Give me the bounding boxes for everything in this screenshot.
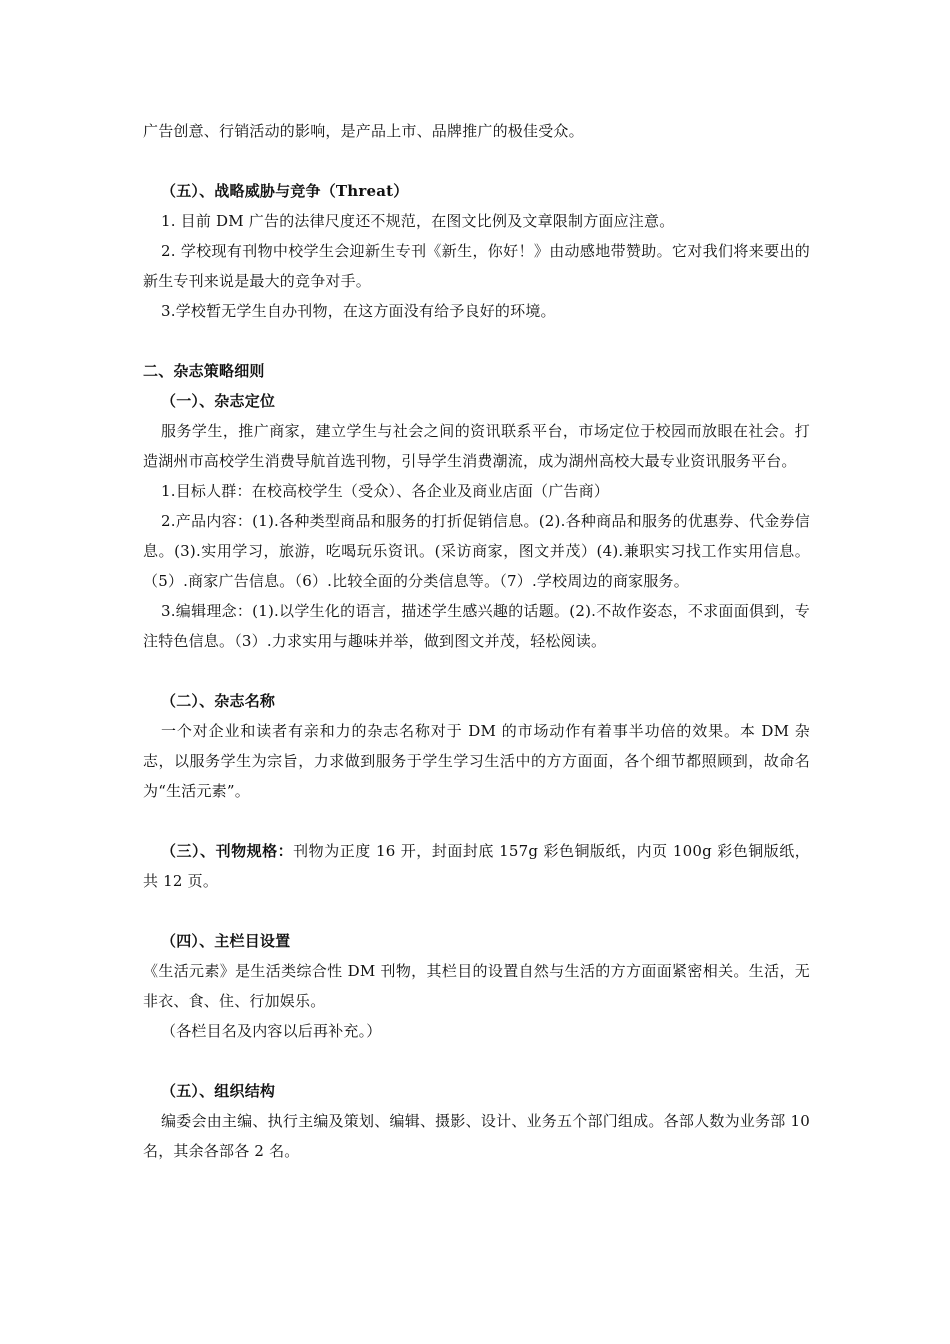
spec-text: 刊物为正度 16 开，封面封底 157g 彩色铜版纸，内页 100g 彩色铜版纸，共 12 页。 (143, 842, 810, 890)
columns-heading: （四）、主栏目设置 (161, 932, 291, 950)
spec-paragraph (143, 836, 810, 896)
positioning-paragraph: 服务学生，推广商家，建立学生与社会之间的资讯联系平台，市场定位于校园而放眼在社会。打造湖州市高校学生消费导航首选刊物，引导学生消费潮流，成为湖州高校大最专业资讯服务平台。 (143, 422, 810, 470)
org-heading: （五）、组织结构 (161, 1082, 276, 1100)
name-heading: （二）、杂志名称 (161, 692, 276, 710)
columns-paragraph: 《生活元素》是生活类综合性 DM 刊物，其栏目的设置自然与生活的方方面面紧密相关。生活，无非衣、食、住、行加娱乐。 (143, 962, 810, 1010)
positioning-item-2: 2.产品内容：(1).各种类型商品和服务的打折促销信息。(2).各种商品和服务的优惠券、代金券信息。(3).实用学习，旅游，吃喝玩乐资讯。(采访商家，图文并茂）(4).兼职实习找工作实用信息。（5）.商家广告信息。（6）.比较全面的分类信息等。（7）.学校周边的商家服务。 (143, 512, 810, 590)
name-paragraph: 一个对企业和读者有亲和力的杂志名称对于 DM 的市场动作有着事半功倍的效果。本 DM 杂志，以服务学生为宗旨，力求做到服务于学生学习生活中的方方面面，各个细节都照顾到，故命名为“生活元素”。 (143, 722, 810, 800)
spacer (143, 146, 810, 176)
spec-label: （三）、刊物规格： (161, 842, 294, 860)
section-2-heading: 二、杂志策略细则 (143, 362, 265, 380)
spacer (143, 326, 810, 356)
threat-item-2: 2. 学校现有刊物中校学生会迎新生专刊《新生，你好！》由动感地带赞助。它对我们将来要出的新生专刊来说是最大的竞争对手。 (143, 242, 810, 290)
positioning-item-1: 1.目标人群：在校高校学生（受众）、各企业及商业店面（广告商） (161, 482, 610, 500)
columns-note: （各栏目名及内容以后再补充。） (161, 1022, 382, 1040)
intro-line: 广告创意、行销活动的影响，是产品上市、品牌推广的极佳受众。 (143, 122, 584, 140)
spacer (143, 656, 810, 686)
spacer (143, 896, 810, 926)
document-body (143, 116, 810, 1166)
spacer (143, 806, 810, 836)
spacer (143, 1046, 810, 1076)
threat-heading: （五）、战略威胁与竞争（Threat） (161, 182, 409, 200)
threat-item-1: 1. 目前 DM 广告的法律尺度还不规范，在图文比例及文章限制方面应注意。 (161, 212, 675, 230)
positioning-item-3: 3.编辑理念：(1).以学生化的语言，描述学生感兴趣的话题。(2).不故作姿态，不求面面俱到，专注特色信息。（3）.力求实用与趣味并举，做到图文并茂，轻松阅读。 (143, 602, 810, 650)
threat-item-3: 3.学校暂无学生自办刊物，在这方面没有给予良好的环境。 (161, 302, 556, 320)
org-paragraph: 编委会由主编、执行主编及策划、编辑、摄影、设计、业务五个部门组成。各部人数为业务部 10 名，其余各部各 2 名。 (143, 1112, 810, 1160)
positioning-heading: （一）、杂志定位 (161, 392, 276, 410)
